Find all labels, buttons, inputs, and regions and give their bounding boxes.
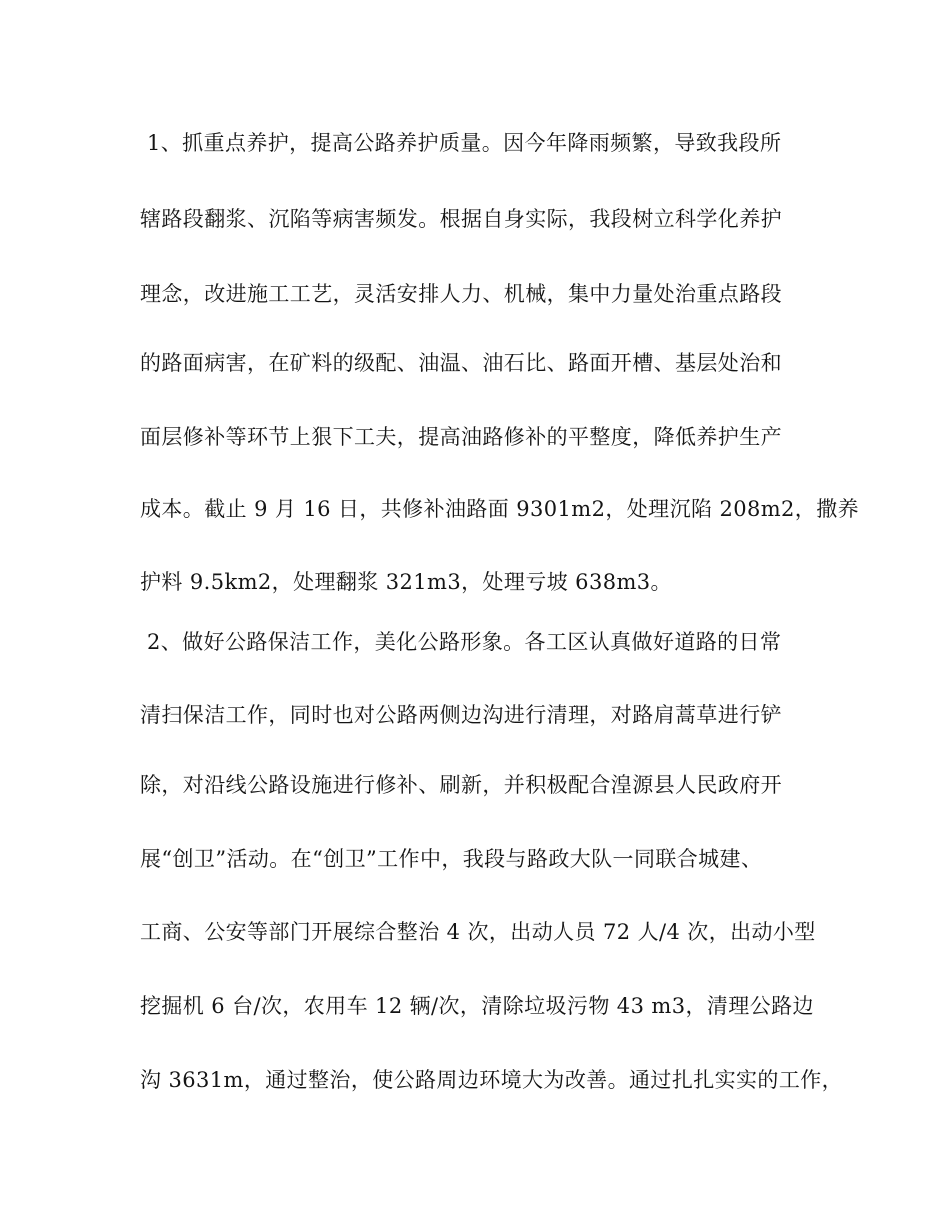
paragraph-1-line-3: 理念，改进施工工艺，灵活安排人力、机械，集中力量处治重点路段 [140,282,782,306]
paragraph-1-line-4: 的路面病害，在矿料的级配、油温、油石比、路面开槽、基层处治和 [140,351,782,375]
paragraph-1-line-2: 辖路段翻浆、沉陷等病害频发。根据自身实际，我段树立科学化养护 [140,207,782,231]
paragraph-2-line-2: 清扫保洁工作，同时也对公路两侧边沟进行清理，对路肩蒿草进行铲 [140,703,782,727]
paragraph-2-line-3: 除，对沿线公路设施进行修补、刷新，并积极配合湟源县人民政府开 [140,773,782,797]
paragraph-1-line-6: 成本。截止 9 月 16 日，共修补油路面 9301m2，处理沉陷 208m2，撒养 [140,497,860,521]
paragraph-2-line-4: 展“创卫”活动。在“创卫”工作中，我段与路政大队一同联合城建、 [140,847,763,871]
paragraph-1-line-1: 1、抓重点养护，提高公路养护质量。因今年降雨频繁，导致我段所 [147,131,782,155]
paragraph-2-line-1: 2、做好公路保洁工作，美化公路形象。各工区认真做好道路的日常 [147,630,782,654]
paragraph-2-line-5: 工商、公安等部门开展综合整治 4 次，出动人员 72 人/4 次，出动小型 [140,920,816,944]
paragraph-2-line-7: 沟 3631m，通过整治，使公路周边环境大为改善。通过扎扎实实的工作， [140,1068,844,1092]
paragraph-2-line-6: 挖掘机 6 台/次，农用车 12 辆/次，清除垃圾污物 43 m3，清理公路边 [140,994,814,1018]
paragraph-1-line-7: 护料 9.5km2，处理翻浆 321m3，处理亏坡 638m3。 [140,570,672,594]
paragraph-1-line-5: 面层修补等环节上狠下工夫，提高油路修补的平整度，降低养护生产 [140,425,782,449]
